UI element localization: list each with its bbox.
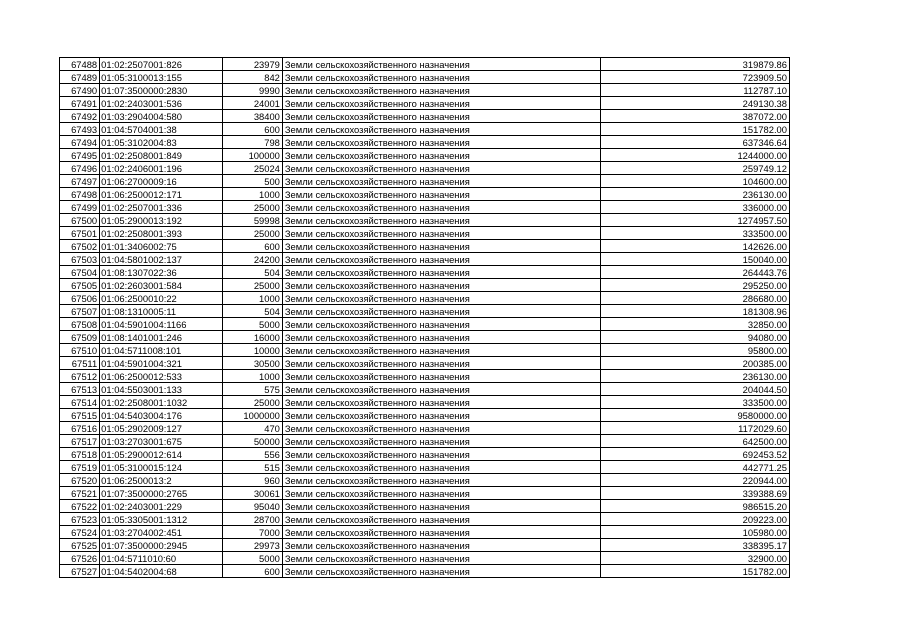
cadastral-value-cell: 333500.00 xyxy=(601,396,790,409)
cadastral-value-cell: 692453.52 xyxy=(601,448,790,461)
cadastral-number-cell: 01:05:2900012:614 xyxy=(100,448,223,461)
row-id-cell: 67500 xyxy=(60,214,100,227)
row-id-cell: 67514 xyxy=(60,396,100,409)
cadastral-value-cell: 259749.12 xyxy=(601,162,790,175)
cadastral-value-cell: 112787.10 xyxy=(601,84,790,97)
table-row xyxy=(60,123,790,136)
cadastral-number-cell: 01:04:5711010:60 xyxy=(100,552,223,565)
row-id-cell: 67499 xyxy=(60,201,100,214)
cadastral-value-cell: 442771.25 xyxy=(601,461,790,474)
cadastral-number-cell: 01:04:5503001:133 xyxy=(100,383,223,396)
cadastral-value-cell: 642500.00 xyxy=(601,435,790,448)
area-cell: 24200 xyxy=(222,253,282,266)
area-cell: 25000 xyxy=(222,396,282,409)
table-row xyxy=(60,396,790,409)
table-row xyxy=(60,201,790,214)
cadastral-value-cell: 295250.00 xyxy=(601,279,790,292)
land-category-cell: Земли сельскохозяйственного назначения xyxy=(282,84,600,97)
cadastral-number-cell: 01:02:2403001:536 xyxy=(100,97,223,110)
land-category-cell: Земли сельскохозяйственного назначения xyxy=(282,136,600,149)
cadastral-number-cell: 01:04:5901004:321 xyxy=(100,357,223,370)
table-row xyxy=(60,500,790,513)
table-row xyxy=(60,552,790,565)
table-row xyxy=(60,487,790,500)
row-id-cell: 67513 xyxy=(60,383,100,396)
row-id-cell: 67493 xyxy=(60,123,100,136)
land-category-cell: Земли сельскохозяйственного назначения xyxy=(282,565,600,578)
cadastral-value-cell: 723909.50 xyxy=(601,71,790,84)
cadastral-number-cell: 01:02:2507001:336 xyxy=(100,201,223,214)
row-id-cell: 67510 xyxy=(60,344,100,357)
cadastral-number-cell: 01:02:2507001:826 xyxy=(100,58,223,71)
table-row xyxy=(60,513,790,526)
land-category-cell: Земли сельскохозяйственного назначения xyxy=(282,266,600,279)
area-cell: 798 xyxy=(222,136,282,149)
row-id-cell: 67520 xyxy=(60,474,100,487)
table-row xyxy=(60,474,790,487)
cadastral-number-cell: 01:07:3500000:2945 xyxy=(100,539,223,552)
land-category-cell: Земли сельскохозяйственного назначения xyxy=(282,500,600,513)
cadastral-number-cell: 01:05:3305001:1312 xyxy=(100,513,223,526)
row-id-cell: 67492 xyxy=(60,110,100,123)
table-row xyxy=(60,71,790,84)
row-id-cell: 67516 xyxy=(60,422,100,435)
area-cell: 575 xyxy=(222,383,282,396)
row-id-cell: 67489 xyxy=(60,71,100,84)
area-cell: 30500 xyxy=(222,357,282,370)
row-id-cell: 67504 xyxy=(60,266,100,279)
table-row xyxy=(60,383,790,396)
area-cell: 25000 xyxy=(222,227,282,240)
area-cell: 24001 xyxy=(222,97,282,110)
land-category-cell: Земли сельскохозяйственного назначения xyxy=(282,461,600,474)
table-body xyxy=(60,58,790,578)
cadastral-value-cell: 986515.20 xyxy=(601,500,790,513)
cadastral-value-cell: 236130.00 xyxy=(601,188,790,201)
row-id-cell: 67501 xyxy=(60,227,100,240)
table-row xyxy=(60,188,790,201)
row-id-cell: 67512 xyxy=(60,370,100,383)
table-row xyxy=(60,305,790,318)
cadastral-value-cell: 181308.96 xyxy=(601,305,790,318)
cadastral-number-cell: 01:07:3500000:2765 xyxy=(100,487,223,500)
land-category-cell: Земли сельскохозяйственного назначения xyxy=(282,240,600,253)
cadastral-value-cell: 9580000.00 xyxy=(601,409,790,422)
area-cell: 1000 xyxy=(222,188,282,201)
cadastral-value-cell: 150040.00 xyxy=(601,253,790,266)
cadastral-value-cell: 142626.00 xyxy=(601,240,790,253)
cadastral-value-cell: 637346.64 xyxy=(601,136,790,149)
cadastral-number-cell: 01:08:1307022:36 xyxy=(100,266,223,279)
area-cell: 5000 xyxy=(222,552,282,565)
area-cell: 16000 xyxy=(222,331,282,344)
cadastral-value-cell: 104600.00 xyxy=(601,175,790,188)
table-row xyxy=(60,344,790,357)
row-id-cell: 67521 xyxy=(60,487,100,500)
area-cell: 515 xyxy=(222,461,282,474)
land-category-cell: Земли сельскохозяйственного назначения xyxy=(282,526,600,539)
row-id-cell: 67490 xyxy=(60,84,100,97)
cadastral-number-cell: 01:05:3102004:83 xyxy=(100,136,223,149)
row-id-cell: 67524 xyxy=(60,526,100,539)
land-category-cell: Земли сельскохозяйственного назначения xyxy=(282,292,600,305)
row-id-cell: 67497 xyxy=(60,175,100,188)
row-id-cell: 67503 xyxy=(60,253,100,266)
cadastral-value-cell: 387072.00 xyxy=(601,110,790,123)
area-cell: 25000 xyxy=(222,201,282,214)
cadastral-value-cell: 1172029.60 xyxy=(601,422,790,435)
cadastral-number-cell: 01:04:5704001:38 xyxy=(100,123,223,136)
row-id-cell: 67505 xyxy=(60,279,100,292)
row-id-cell: 67498 xyxy=(60,188,100,201)
cadastral-value-cell: 94080.00 xyxy=(601,331,790,344)
table-row xyxy=(60,318,790,331)
cadastral-value-cell: 249130.38 xyxy=(601,97,790,110)
land-category-cell: Земли сельскохозяйственного назначения xyxy=(282,123,600,136)
cadastral-number-cell: 01:06:2500012:533 xyxy=(100,370,223,383)
row-id-cell: 67526 xyxy=(60,552,100,565)
cadastral-value-cell: 32850.00 xyxy=(601,318,790,331)
land-category-cell: Земли сельскохозяйственного назначения xyxy=(282,110,600,123)
table-row xyxy=(60,84,790,97)
land-category-cell: Земли сельскохозяйственного назначения xyxy=(282,214,600,227)
row-id-cell: 67502 xyxy=(60,240,100,253)
land-category-cell: Земли сельскохозяйственного назначения xyxy=(282,370,600,383)
land-category-cell: Земли сельскохозяйственного назначения xyxy=(282,162,600,175)
cadastral-value-cell: 236130.00 xyxy=(601,370,790,383)
land-category-cell: Земли сельскохозяйственного назначения xyxy=(282,513,600,526)
area-cell: 7000 xyxy=(222,526,282,539)
land-category-cell: Земли сельскохозяйственного назначения xyxy=(282,448,600,461)
area-cell: 29973 xyxy=(222,539,282,552)
area-cell: 556 xyxy=(222,448,282,461)
table-row xyxy=(60,266,790,279)
land-plots-table xyxy=(59,57,790,578)
area-cell: 9990 xyxy=(222,84,282,97)
land-category-cell: Земли сельскохозяйственного назначения xyxy=(282,409,600,422)
cadastral-number-cell: 01:04:5801002:137 xyxy=(100,253,223,266)
land-category-cell: Земли сельскохозяйственного назначения xyxy=(282,539,600,552)
area-cell: 1000 xyxy=(222,370,282,383)
land-category-cell: Земли сельскохозяйственного назначения xyxy=(282,383,600,396)
cadastral-value-cell: 333500.00 xyxy=(601,227,790,240)
table-row xyxy=(60,526,790,539)
cadastral-value-cell: 95800.00 xyxy=(601,344,790,357)
cadastral-value-cell: 319879.86 xyxy=(601,58,790,71)
cadastral-value-cell: 338395.17 xyxy=(601,539,790,552)
table-row xyxy=(60,58,790,71)
land-category-cell: Земли сельскохозяйственного назначения xyxy=(282,253,600,266)
cadastral-value-cell: 209223.00 xyxy=(601,513,790,526)
land-category-cell: Земли сельскохозяйственного назначения xyxy=(282,58,600,71)
area-cell: 50000 xyxy=(222,435,282,448)
land-category-cell: Земли сельскохозяйственного назначения xyxy=(282,305,600,318)
cadastral-number-cell: 01:05:3100015:124 xyxy=(100,461,223,474)
table-row xyxy=(60,136,790,149)
cadastral-number-cell: 01:07:3500000:2830 xyxy=(100,84,223,97)
area-cell: 25000 xyxy=(222,279,282,292)
row-id-cell: 67522 xyxy=(60,500,100,513)
area-cell: 1000000 xyxy=(222,409,282,422)
cadastral-number-cell: 01:02:2508001:849 xyxy=(100,149,223,162)
land-category-cell: Земли сельскохозяйственного назначения xyxy=(282,149,600,162)
table-row xyxy=(60,227,790,240)
row-id-cell: 67506 xyxy=(60,292,100,305)
row-id-cell: 67494 xyxy=(60,136,100,149)
table-row xyxy=(60,370,790,383)
table-row xyxy=(60,461,790,474)
cadastral-number-cell: 01:04:5403004:176 xyxy=(100,409,223,422)
cadastral-number-cell: 01:02:2406001:196 xyxy=(100,162,223,175)
area-cell: 500 xyxy=(222,175,282,188)
area-cell: 470 xyxy=(222,422,282,435)
land-category-cell: Земли сельскохозяйственного назначения xyxy=(282,487,600,500)
cadastral-value-cell: 264443.76 xyxy=(601,266,790,279)
land-category-cell: Земли сельскохозяйственного назначения xyxy=(282,396,600,409)
land-category-cell: Земли сельскохозяйственного назначения xyxy=(282,474,600,487)
table-row xyxy=(60,435,790,448)
table-row xyxy=(60,214,790,227)
table-row xyxy=(60,253,790,266)
area-cell: 100000 xyxy=(222,149,282,162)
row-id-cell: 67518 xyxy=(60,448,100,461)
table-row xyxy=(60,448,790,461)
cadastral-value-cell: 32900.00 xyxy=(601,552,790,565)
row-id-cell: 67515 xyxy=(60,409,100,422)
row-id-cell: 67491 xyxy=(60,97,100,110)
land-category-cell: Земли сельскохозяйственного назначения xyxy=(282,331,600,344)
area-cell: 38400 xyxy=(222,110,282,123)
land-category-cell: Земли сельскохозяйственного назначения xyxy=(282,344,600,357)
cadastral-value-cell: 336000.00 xyxy=(601,201,790,214)
row-id-cell: 67507 xyxy=(60,305,100,318)
land-category-cell: Земли сельскохозяйственного назначения xyxy=(282,279,600,292)
cadastral-number-cell: 01:01:3406002:75 xyxy=(100,240,223,253)
table-row xyxy=(60,149,790,162)
row-id-cell: 67509 xyxy=(60,331,100,344)
cadastral-number-cell: 01:02:2603001:584 xyxy=(100,279,223,292)
row-id-cell: 67508 xyxy=(60,318,100,331)
cadastral-value-cell: 204044.50 xyxy=(601,383,790,396)
area-cell: 59998 xyxy=(222,214,282,227)
area-cell: 960 xyxy=(222,474,282,487)
land-category-cell: Земли сельскохозяйственного назначения xyxy=(282,318,600,331)
land-category-cell: Земли сельскохозяйственного назначения xyxy=(282,422,600,435)
cadastral-value-cell: 339388.69 xyxy=(601,487,790,500)
row-id-cell: 67523 xyxy=(60,513,100,526)
cadastral-number-cell: 01:05:3100013:155 xyxy=(100,71,223,84)
cadastral-number-cell: 01:02:2508001:393 xyxy=(100,227,223,240)
cadastral-value-cell: 220944.00 xyxy=(601,474,790,487)
cadastral-value-cell: 105980.00 xyxy=(601,526,790,539)
area-cell: 600 xyxy=(222,123,282,136)
row-id-cell: 67496 xyxy=(60,162,100,175)
table-row xyxy=(60,409,790,422)
table-row xyxy=(60,110,790,123)
cadastral-value-cell: 1244000.00 xyxy=(601,149,790,162)
cadastral-number-cell: 01:08:1401001:246 xyxy=(100,331,223,344)
area-cell: 5000 xyxy=(222,318,282,331)
table-row xyxy=(60,279,790,292)
cadastral-number-cell: 01:04:5402004:68 xyxy=(100,565,223,578)
cadastral-number-cell: 01:06:2500013:2 xyxy=(100,474,223,487)
row-id-cell: 67488 xyxy=(60,58,100,71)
cadastral-value-cell: 200385.00 xyxy=(601,357,790,370)
land-category-cell: Земли сельскохозяйственного назначения xyxy=(282,175,600,188)
table-row xyxy=(60,175,790,188)
table-row xyxy=(60,539,790,552)
row-id-cell: 67517 xyxy=(60,435,100,448)
land-category-cell: Земли сельскохозяйственного назначения xyxy=(282,227,600,240)
land-category-cell: Земли сельскохозяйственного назначения xyxy=(282,97,600,110)
cadastral-number-cell: 01:03:2704002:451 xyxy=(100,526,223,539)
cadastral-number-cell: 01:08:1310005:11 xyxy=(100,305,223,318)
table-row xyxy=(60,422,790,435)
area-cell: 23979 xyxy=(222,58,282,71)
area-cell: 600 xyxy=(222,565,282,578)
cadastral-number-cell: 01:05:2900013:192 xyxy=(100,214,223,227)
cadastral-value-cell: 151782.00 xyxy=(601,123,790,136)
area-cell: 600 xyxy=(222,240,282,253)
table-row xyxy=(60,97,790,110)
cadastral-number-cell: 01:05:2902009:127 xyxy=(100,422,223,435)
row-id-cell: 67495 xyxy=(60,149,100,162)
table-row xyxy=(60,292,790,305)
land-category-cell: Земли сельскохозяйственного назначения xyxy=(282,552,600,565)
cadastral-value-cell: 1274957.50 xyxy=(601,214,790,227)
table-row xyxy=(60,331,790,344)
land-category-cell: Земли сельскохозяйственного назначения xyxy=(282,357,600,370)
cadastral-value-cell: 286680.00 xyxy=(601,292,790,305)
land-category-cell: Земли сельскохозяйственного назначения xyxy=(282,71,600,84)
cadastral-number-cell: 01:06:2700009:16 xyxy=(100,175,223,188)
table-row xyxy=(60,565,790,578)
area-cell: 30061 xyxy=(222,487,282,500)
area-cell: 95040 xyxy=(222,500,282,513)
row-id-cell: 67527 xyxy=(60,565,100,578)
cadastral-number-cell: 01:04:5711008:101 xyxy=(100,344,223,357)
table-row xyxy=(60,240,790,253)
row-id-cell: 67519 xyxy=(60,461,100,474)
area-cell: 1000 xyxy=(222,292,282,305)
cadastral-number-cell: 01:03:2703001:675 xyxy=(100,435,223,448)
area-cell: 28700 xyxy=(222,513,282,526)
area-cell: 504 xyxy=(222,266,282,279)
cadastral-number-cell: 01:06:2500010:22 xyxy=(100,292,223,305)
cadastral-number-cell: 01:06:2500012:171 xyxy=(100,188,223,201)
land-category-cell: Земли сельскохозяйственного назначения xyxy=(282,188,600,201)
area-cell: 842 xyxy=(222,71,282,84)
table-row xyxy=(60,357,790,370)
cadastral-value-cell: 151782.00 xyxy=(601,565,790,578)
cadastral-number-cell: 01:04:5901004:1166 xyxy=(100,318,223,331)
area-cell: 10000 xyxy=(222,344,282,357)
cadastral-number-cell: 01:02:2508001:1032 xyxy=(100,396,223,409)
row-id-cell: 67511 xyxy=(60,357,100,370)
land-category-cell: Земли сельскохозяйственного назначения xyxy=(282,435,600,448)
land-category-cell: Земли сельскохозяйственного назначения xyxy=(282,201,600,214)
table-row xyxy=(60,162,790,175)
area-cell: 504 xyxy=(222,305,282,318)
cadastral-number-cell: 01:02:2403001:229 xyxy=(100,500,223,513)
cadastral-number-cell: 01:03:2904004:580 xyxy=(100,110,223,123)
row-id-cell: 67525 xyxy=(60,539,100,552)
area-cell: 25024 xyxy=(222,162,282,175)
